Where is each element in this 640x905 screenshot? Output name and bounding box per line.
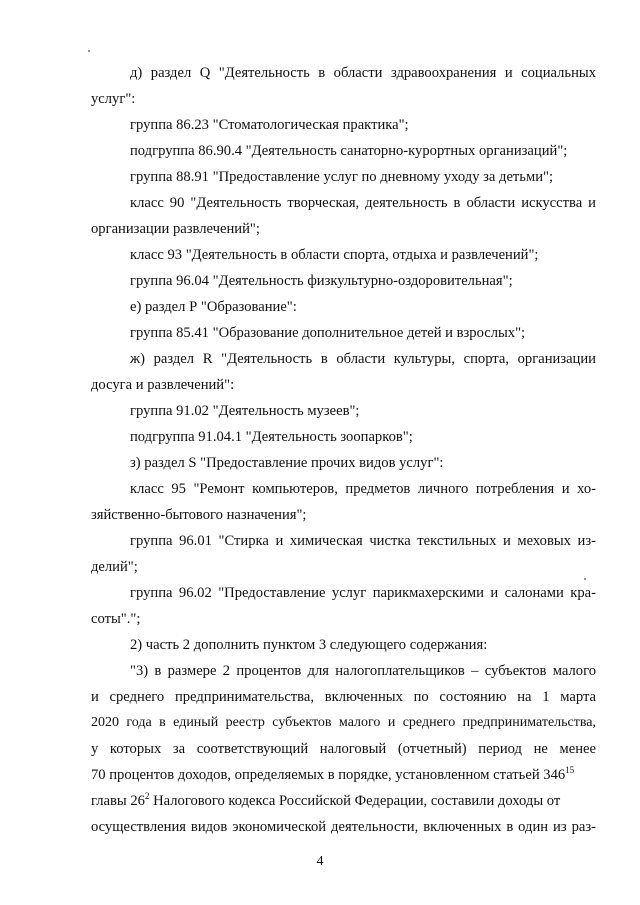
text-line: "3) в размере 2 процентов для налогоплательщиков – субъектов малого: [130, 663, 596, 679]
page-number: 4: [316, 854, 324, 869]
text-line: зяйственно-бытового назначения";: [91, 507, 307, 523]
superscript: 15: [565, 765, 575, 775]
text-line: [91, 791, 596, 811]
text-line: осуществления видов экономической деятельности, включенных в один из раз-: [91, 819, 596, 835]
text-line: услуг":: [91, 91, 136, 107]
scan-speck: [88, 50, 90, 52]
text-line: [91, 765, 596, 785]
text-line: группа 96.01 "Стирка и химическая чистка текстильных и меховых из-: [130, 533, 596, 549]
text-line: подгруппа 91.04.1 "Деятельность зоопарков";: [130, 429, 413, 445]
text-line: класс 90 "Деятельность творческая, деятельность в области искусства и: [130, 195, 596, 211]
text-line: з) раздел S "Предоставление прочих видов услуг":: [130, 455, 444, 471]
text-line: досуга и развлечений":: [91, 377, 235, 393]
text-line: группа 86.23 "Стоматологическая практика";: [130, 117, 409, 133]
text-line: класс 93 "Деятельность в области спорта, отдыха и развлечений";: [130, 247, 539, 263]
superscript: 2: [144, 791, 150, 801]
text-line: и среднего предпринимательства, включенных по состоянию на 1 марта: [91, 689, 596, 705]
text-fragment: 70 процентов доходов, определяемых в порядке, установленном статьей 346: [91, 767, 566, 783]
text-line: группа 96.02 "Предоставление услуг парикмахерскими и салонами кра-: [130, 585, 596, 601]
text-line: делий";: [91, 559, 138, 575]
text-line: группа 96.04 "Деятельность физкультурно-оздоровительная";: [130, 273, 513, 289]
text-line: 2) часть 2 дополнить пунктом 3 следующего содержания:: [130, 637, 488, 653]
text-line: группа 91.02 "Деятельность музеев";: [130, 403, 360, 419]
text-line: у которых за соответствующий налоговый (отчетный) период не менее: [91, 741, 596, 757]
text-line: класс 95 "Ремонт компьютеров, предметов личного потребления и хо-: [130, 481, 596, 497]
text-line: группа 85.41 "Образование дополнительное детей и взрослых";: [130, 325, 526, 341]
text-line: подгруппа 86.90.4 "Деятельность санаторно-курортных организаций";: [130, 143, 568, 159]
text-line: организации развлечений";: [91, 221, 260, 237]
text-line: е) раздел Р "Образование":: [130, 299, 297, 315]
text-line: соты".";: [91, 611, 141, 627]
text-fragment: главы 26: [91, 793, 145, 809]
text-line: 2020 года в единый реестр субъектов малого и среднего предпринимательства,: [91, 715, 596, 730]
scan-speck: [584, 578, 586, 580]
text-fragment: Налогового кодекса Российской Федерации, составили доходы от: [149, 793, 561, 809]
text-line: д) раздел Q "Деятельность в области здравоохранения и социальных: [130, 65, 596, 81]
text-line: ж) раздел R "Деятельность в области культуры, спорта, организации: [130, 351, 596, 367]
text-line: группа 88.91 "Предоставление услуг по дневному уходу за детьми";: [130, 169, 554, 185]
